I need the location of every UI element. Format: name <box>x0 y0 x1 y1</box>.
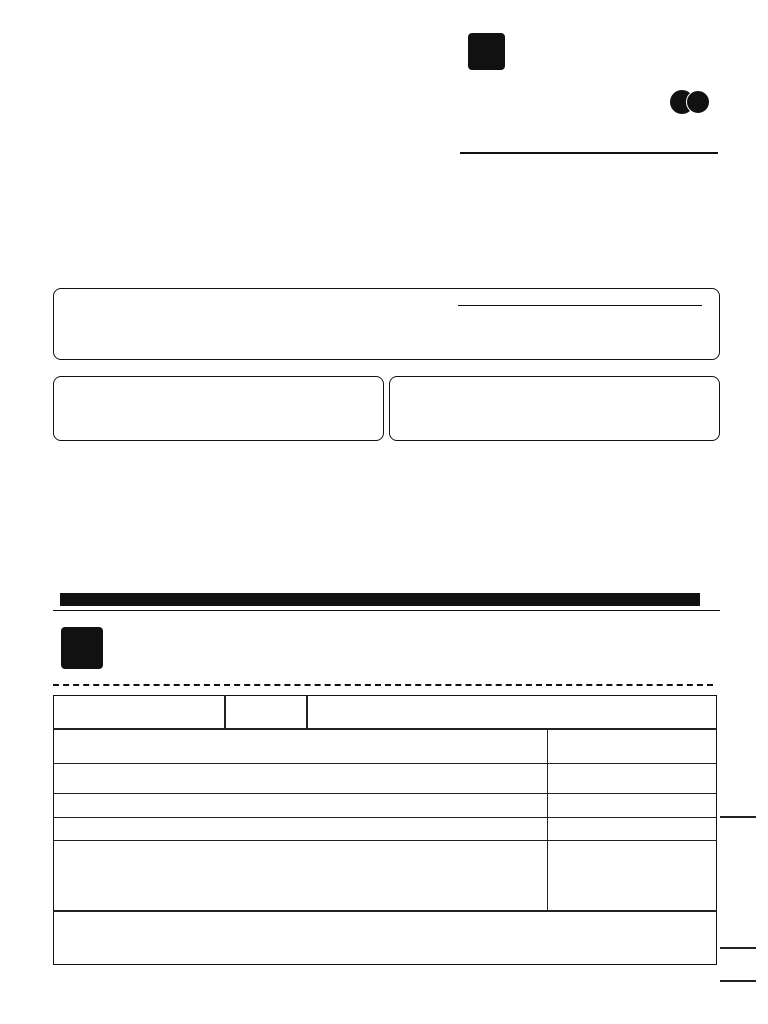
cut-line <box>53 684 713 686</box>
receipt-itau-logo <box>61 627 103 669</box>
margin-tick-2 <box>720 947 756 949</box>
boleto-frame <box>53 695 717 965</box>
boleto-hline-4 <box>53 817 717 818</box>
mastercard-logo <box>668 90 718 124</box>
summary-divider <box>460 152 718 154</box>
boleto-hline-5 <box>53 840 717 841</box>
installments-box <box>389 376 720 441</box>
boleto-sep-2 <box>306 695 308 728</box>
limit-divider <box>458 305 702 306</box>
itau-logo <box>468 33 505 70</box>
mastercard-circle-right <box>686 90 710 114</box>
boleto-barcode <box>66 970 491 1012</box>
boleto-hline-2 <box>53 763 717 764</box>
boleto-sep-1 <box>224 695 226 728</box>
boleto-hline-1 <box>53 728 717 730</box>
banner-rule <box>53 610 720 611</box>
side-barcode <box>105 132 129 190</box>
margin-tick-1 <box>720 816 756 818</box>
margin-tick-3 <box>720 980 756 982</box>
invoice-total-box <box>53 288 720 360</box>
boleto-hline-3 <box>53 793 717 794</box>
boleto-hline-6 <box>53 910 717 912</box>
postal-barcode <box>136 99 316 113</box>
boleto-right-col <box>547 728 548 910</box>
interest-banner <box>60 593 700 606</box>
min-payment-box <box>53 376 384 441</box>
